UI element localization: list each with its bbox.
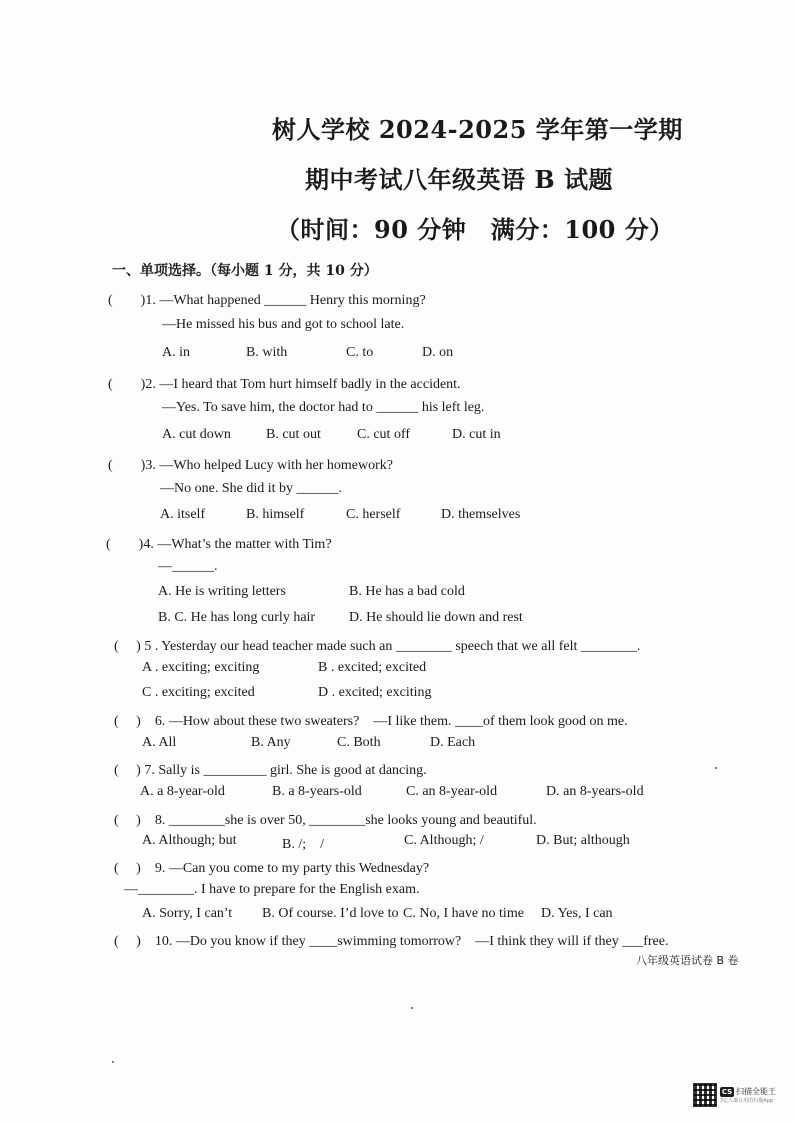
question-5-option-a: A . exciting; exciting [142,660,260,675]
question-9-stem: ( ) 9. —Can you come to my party this Wednesday? [114,861,430,876]
question-3-option-b: B. himself [246,507,305,522]
question-7-option-d: D. an 8-years-old [546,784,644,799]
question-2-option-c: C. cut off [357,427,411,442]
question-2-stem: ( )2. —I heard that Tom hurt himself badly in the accident. [108,377,461,392]
question-4-option-a: A. He is writing letters [158,584,286,599]
question-5-option-c: C . exciting; excited [142,685,255,700]
scanner-watermark [693,1080,783,1110]
scanner-app-name: 扫描全能王 [736,1086,776,1096]
question-6-option-c: C. Both [337,735,381,750]
question-4-stem: ( )4. —What’s the matter with Tim? [106,537,332,552]
scan-speck [112,1061,114,1063]
question-1-option-c: C. to [346,345,374,360]
question-8-option-c: C. Although; / [404,833,484,848]
question-7-option-c: C. an 8-year-old [406,784,498,799]
question-1-option-a: A. in [162,345,190,360]
question-7-option-b: B. a 8-years-old [272,784,362,799]
question-1-reply: —He missed his bus and got to school late. [162,317,405,332]
scan-speck [715,767,717,769]
qr-code-icon [693,1083,717,1107]
question-2-option-d: D. cut in [452,427,501,442]
question-3-stem: ( )3. —Who helped Lucy with her homework? [108,458,393,473]
question-3-option-c: C. herself [346,507,401,522]
question-2-reply: —Yes. To save him, the doctor had to ______ his left leg. [162,400,485,415]
question-4-option-c: B. C. He has long curly hair [158,610,316,625]
question-7-stem: ( ) 7. Sally is _________ girl. She is good at dancing. [114,763,427,778]
question-9-option-d: D. Yes, I can [541,906,613,921]
question-1-option-d: D. on [422,345,454,360]
question-4-option-d: D. He should lie down and rest [349,610,523,625]
question-6-option-d: D. Each [430,735,476,750]
question-3-option-d: D. themselves [441,507,521,522]
exam-title-subject: 期中考试八年级英语 B 试题 [305,165,613,194]
question-8-stem: ( ) 8. ________she is over 50, ________she looks young and beautiful. [114,813,537,828]
question-4-option-b: B. He has a bad cold [349,584,465,599]
question-3-option-a: A. itself [160,507,206,522]
question-2-option-b: B. cut out [266,427,321,442]
scanner-tagline: 3亿人都在用的扫描App [720,1097,773,1104]
question-10-stem: ( ) 10. —Do you know if they ____swimming tomorrow? —I think they will if they ___free. [114,934,669,949]
question-6-option-b: B. Any [251,735,291,750]
question-5-stem: ( ) 5 . Yesterday our head teacher made such an ________ speech that we all felt ________. [114,639,641,654]
question-8-option-d: D. But; although [536,833,630,848]
question-6-stem: ( ) 6. —How about these two sweaters? —I like them. ____of them look good on me. [114,714,628,729]
question-8-option-a: A. Although; but [142,833,237,848]
question-9-option-b: B. Of course. I’d love to [262,906,399,921]
question-3-reply: —No one. She did it by ______. [160,481,342,496]
question-8-option-b: B. /; / [282,837,325,852]
question-9-option-a: A. Sorry, I can’t [142,906,233,921]
question-6-option-a: A. All [142,735,177,750]
question-5-option-d: D . excited; exciting [318,685,432,700]
scan-speck [411,1007,413,1009]
question-2-option-a: A. cut down [162,427,231,442]
question-5-option-b: B . excited; excited [318,660,427,675]
question-1-option-b: B. with [246,345,288,360]
question-1-stem: ( )1. —What happened ______ Henry this morning? [108,293,426,308]
question-9-reply: —________. I have to prepare for the English exam. [124,882,420,897]
question-7-option-a: A. a 8-year-old [140,784,225,799]
page-footer-label: 八年级英语试卷 B 卷 [636,954,739,967]
question-9-option-c: C. No, I have no time [403,906,524,921]
scanner-logo-icon: CS [721,1087,733,1096]
exam-time-score: （时间：90 分钟 满分：100 分） [276,215,674,244]
question-4-reply: —______. [158,559,218,574]
exam-title-school: 树人学校 2024-2025 学年第一学期 [272,115,683,144]
section-heading: 一、单项选择。（每小题 1 分，共 10 分） [112,263,378,279]
